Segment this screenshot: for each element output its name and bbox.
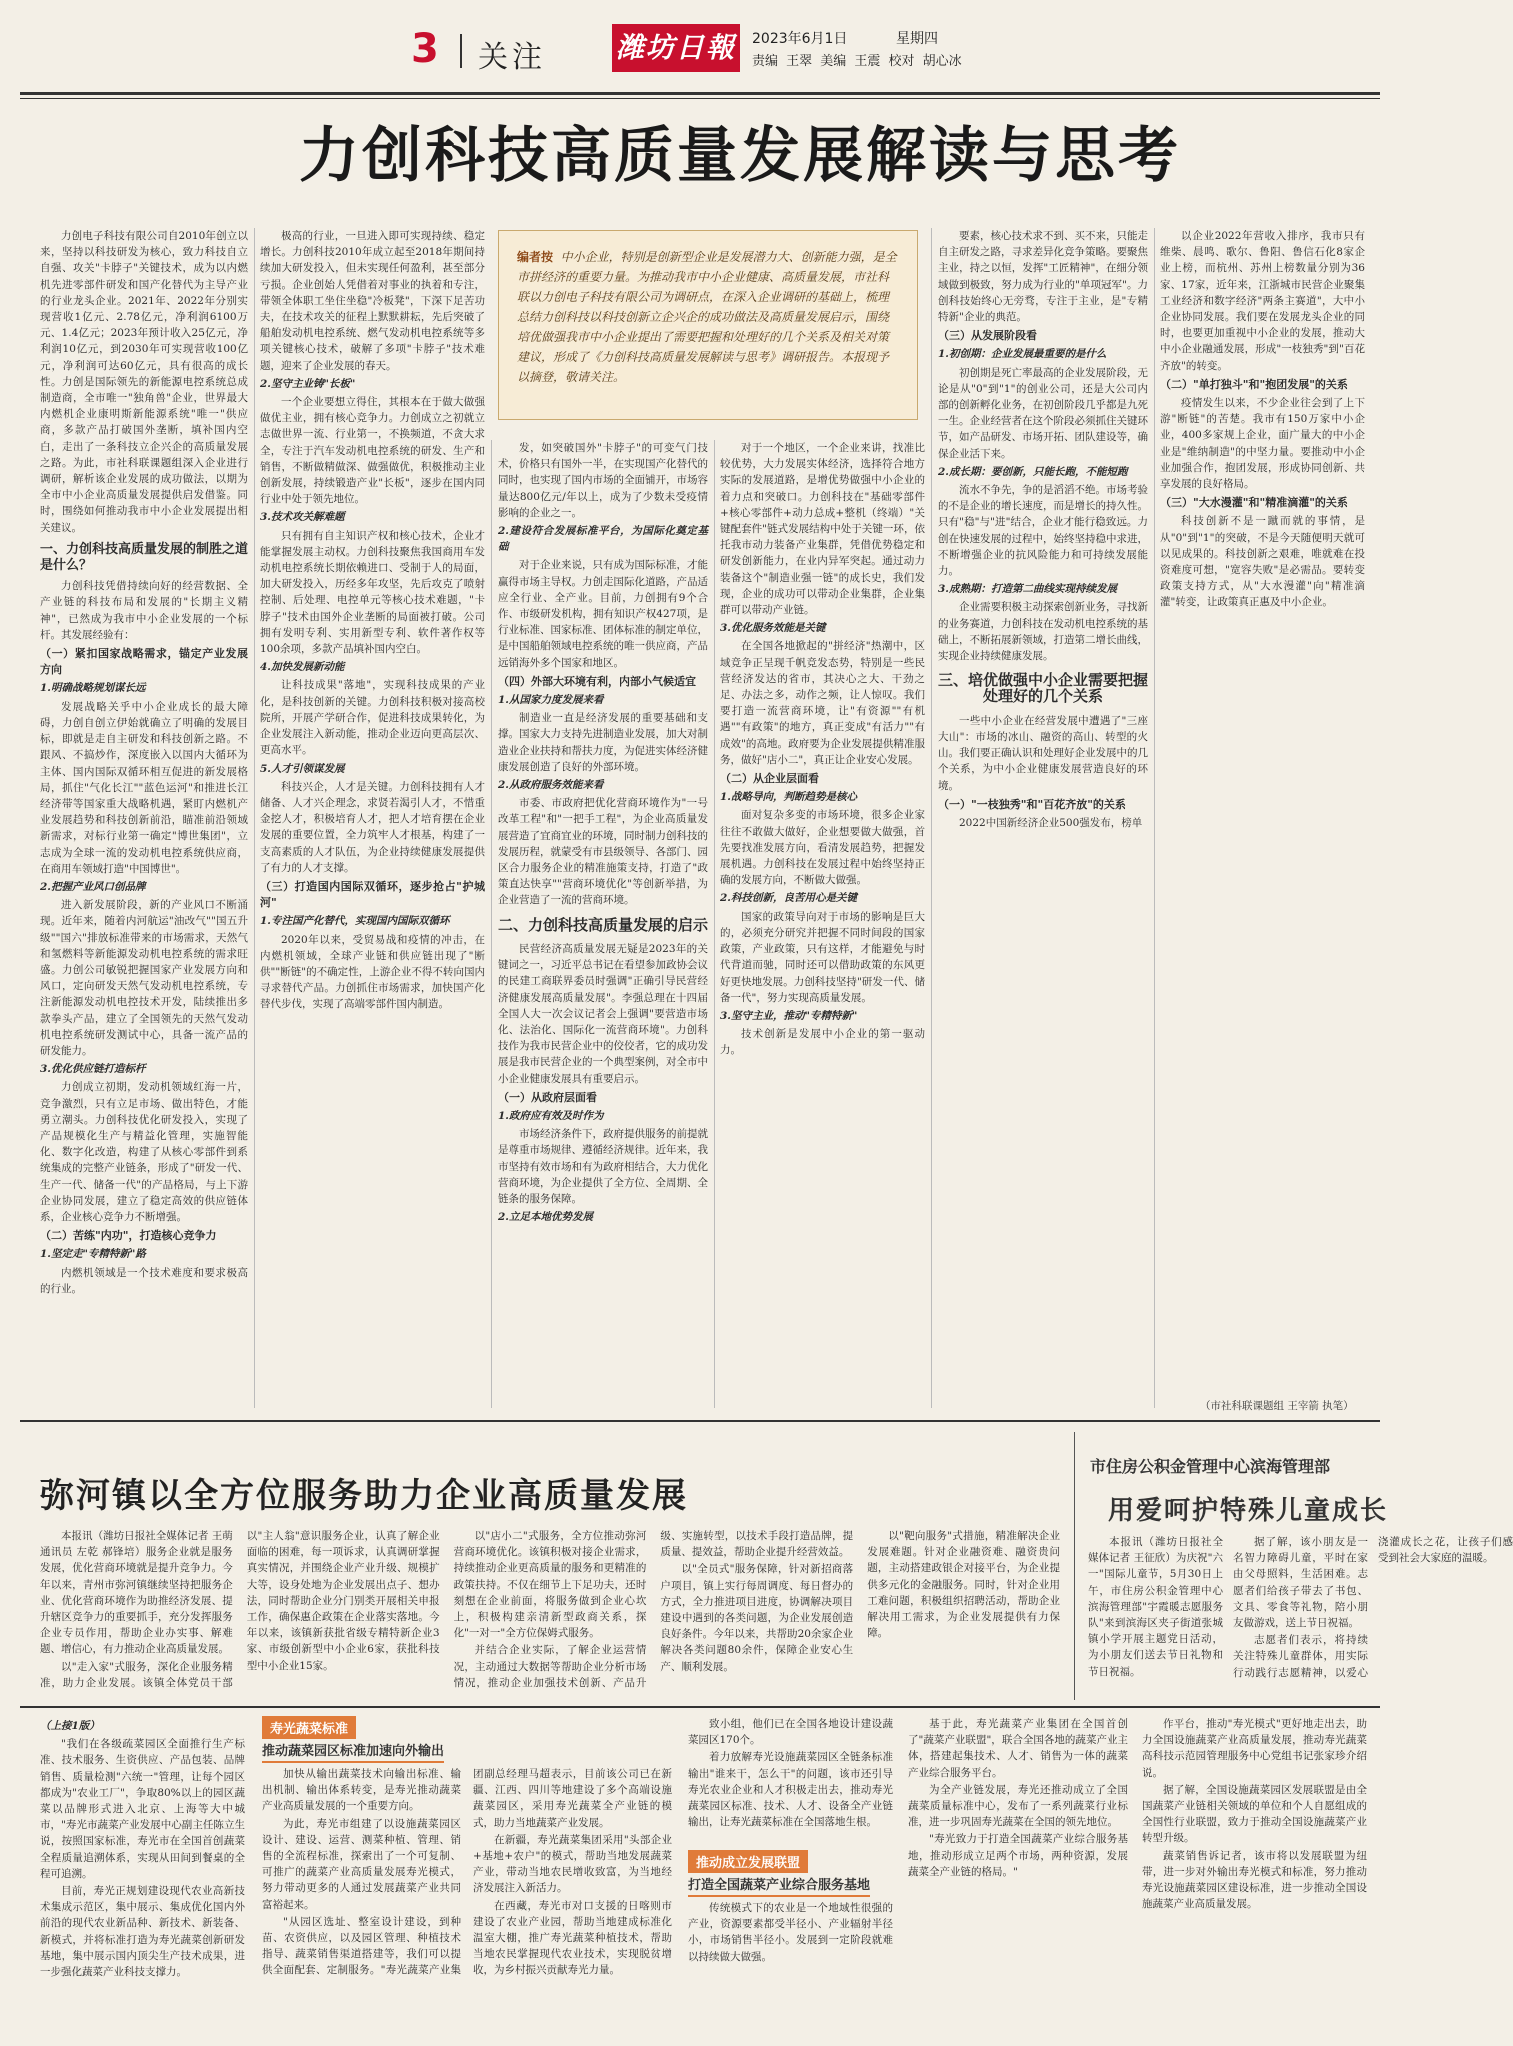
article-column-1	[40, 228, 248, 1408]
paragraph: 市场经济条件下，政府提供服务的前提就是尊重市场规律、遵循经济规律。近年来，我市坚持有效市场和有为政府相结合，大力优化营商环境，为企业提供了全方位、全周期、全链条的服务保障。	[498, 1128, 708, 1205]
continued-label: （上接1版）	[40, 1720, 100, 1732]
paragraph: 力创科技凭借持续向好的经营数据、全产业链的科技布局和发展的"长期主义精神"，已然成为我市中小企业发展的一个标杆。其发展经验有：	[40, 580, 248, 641]
paragraph	[40, 1528, 233, 1658]
point-heading: 4.加快发展新动能	[260, 661, 345, 674]
paragraph: 以企业2022年营收入排序，我市只有维柴、晨鸣、歌尔、鲁阳、鲁信石化8家企业上榜，而杭州、苏州上榜数量分别为36家、17家，近年来，江浙城市民营企业聚集工业经济和数字经济"两条主赛道"，大中小企业协同发展。我们要在发展龙头企业的同时，也要更加重视中小企业的发展，推动大中小企业融通发展，形成"一枝独秀"到"百花齐放"的转变。	[1160, 230, 1365, 372]
point-heading: 2.立足本地优势发展	[498, 1211, 593, 1224]
point-heading: 3.技术攻关解难题	[260, 511, 345, 524]
paragraph: 内燃机领域是一个技术难度和要求极高的行业。	[40, 1266, 248, 1295]
article4-column-2	[262, 1766, 672, 2031]
issue-weekday: 星期四	[896, 31, 938, 47]
article-column-5	[938, 228, 1148, 1408]
editor-note-label: 编者按	[517, 250, 554, 264]
header-rule-thin	[20, 98, 1380, 99]
subsection-heading: （三）"大水漫灌"和"精准滴灌"的关系	[1160, 496, 1348, 510]
subsection-heading: （二）苦练"内功"，打造核心竞争力	[40, 1229, 217, 1243]
article4-tag-2-subtitle: 打造全国蔬菜产业综合服务基地	[688, 1874, 870, 1897]
paragraph: 民营经济高质量发展无疑是2023年的关键词之一，习近平总书记在看望参加政协会议的民建工商联界委员时强调"正确引导民营经济健康发展高质量发展"。李强总理在十四届全国人大一次会议记者会上强调"要营造市场化、法治化、国际化一流营商环境"。力创科技作为我市民营企业中的佼佼者，它的成功发展是我市民营企业的一个典型案例，对全市中小企业健康发展具有重要启示。	[498, 942, 708, 1085]
paragraph: 2020年以来，受贸易战和疫情的冲击，在内燃机领域，全球产业链和供应链出现了"断供""断链"的不确定性，上游企业不得不转向国内寻求替代产品。力创抓住市场需求，加快国产化替代步伐，实现了高端零部件国内制造。	[260, 933, 485, 1011]
paragraph: 为全产业链发展，寿光还推动成立了全国蔬菜质量标准中心，发布了一系列蔬菜行业标准，进一步巩固寿光蔬菜在全国的领先地位。	[908, 1783, 1128, 1829]
point-heading: 3.成熟期：打造第二曲线实现持续发展	[938, 583, 1117, 596]
page-number: 3	[411, 26, 439, 72]
article3-byline: 本报讯（潍坊日报社全媒体记者 王征欣）	[1088, 1536, 1223, 1565]
header-rule	[20, 92, 1380, 95]
paragraph: 只有拥有自主知识产权和核心技术，企业才能掌握发展主动权。力创科技聚焦我国商用车发动机电控系统长期依赖进口、受制于人的局面，加大研发投入，历经多年攻坚，先后攻克了喷射控制、后处理、电控单元等核心技术难题，"卡脖子"技术由国外企业垄断的局面被打破。公司拥有发明专利、实用新型专利、软件著作权等100余项，多款产品填补国内空白。	[260, 529, 485, 656]
article3-body	[1088, 1534, 1513, 1700]
article2-lead: 服务企业就是服务发展，优化营商环境就是提升竞争力。今年以来，青州市弥河镇继续坚持把服务企业、优化营商环境作为助推经济发展、提升辖区竞争力的重要抓手，充分发挥服务企业专员作用，帮助企业办实事、解难题、增信心，有力推动企业高质量发展。	[40, 1546, 233, 1656]
point-heading: 5.人才引领谋发展	[260, 762, 345, 775]
point-heading: 2.坚守主业铸"长板"	[260, 377, 356, 390]
section-heading: 三、培优做强中小企业需要把握处理好的几个关系	[938, 671, 1149, 706]
article2-title: 弥河镇以全方位服务助力企业高质量发展	[40, 1476, 688, 1516]
paragraph: 以"走入家"式服务，深化企业服务精准，助力企业发展。该镇全体党员干部以"主人翁"意识服务企业，认真了解企业面临的困难，每一项诉求，认真调研掌握真实情况，并围绕企业产业升级、规模扩大等，设身处地为企业发展出点子、想办法，同时帮助企业分门别类开展相关申报工作，确保惠企政策在企业落实落地。今年以来，该镇新获批省级专精特新企业3家、市级创新型中小企业6家，获批科技型中小企业15家。	[40, 1530, 440, 1689]
editor-note	[517, 247, 899, 387]
point-heading: 3.优化供应链打造标杆	[40, 1063, 146, 1076]
article4-column-3b	[688, 1900, 893, 2031]
paragraph: 加快从输出蔬菜技术向输出标准、输出机制、输出体系转变，是寿光推动蔬菜产业高质量发展的一个重要方向。	[262, 1768, 461, 1813]
paragraph: 基于此，寿光蔬菜产业集团在全国首创了"蔬菜产业联盟"，联合全国各地的蔬菜产业主体，搭建起集技术、人才、销售为一体的蔬菜产业综合服务平台。	[908, 1718, 1128, 1779]
paragraph: 发展战略关乎中小企业成长的最大障碍，力创自创立伊始就确立了明确的发展目标，即就是走自主研发和科技创新之路。不跟风、不搞炒作，深度嵌入以国内大循环为主体、国内国际双循环相互促进的新发展格局，抓住"气化长江""蓝色运河"和推进长江经济带等国家重大战略机遇，紧盯内燃机产业发展趋势和科技创新前沿，瞄准前沿领域新需求，对标行业第一确定"博世集团"，立志成为全球一流的发动机电控系统供应商，在商用车领域打造"中国博世"。	[40, 700, 248, 875]
point-heading: 2.把握产业风口创品牌	[40, 880, 146, 893]
editor-note-box	[498, 230, 918, 420]
section-separator	[20, 1706, 1380, 1708]
paragraph: 企业需要积极主动探索创新业务，寻找新的业务赛道，力创科技在发动机电控系统的基础上，不断拓展新领域，打造第二增长曲线，实现企业持续健康发展。	[938, 601, 1148, 663]
article3-title: 用爱呵护特殊儿童成长	[1108, 1496, 1389, 1526]
paragraph: 2022中国新经济企业500强发布，榜单	[959, 816, 1143, 829]
column-divider	[1154, 228, 1155, 1408]
point-heading: 1.从国家力度发展来看	[498, 694, 604, 707]
point-heading: 2.成长期：要创新，只能长跑，不能短跑	[938, 465, 1128, 478]
subsection-heading: （一）紧扣国家战略需求，锚定产业发展方向	[40, 647, 248, 677]
column-divider	[491, 440, 492, 1408]
paragraph: 并结合企业实际，了解企业运营情况，主动通过大数据等帮助企业分析市场情况，推动企业加强技术创新、产品升级、实施转型，以技术手段打造品牌，提质量、提效益，帮助企业提升经营效益。	[453, 1530, 854, 1689]
paragraph: 一个企业要想立得住，其根本在于做大做强做优主业，拥有核心竞争力。力创成立之初就立志做世界一流、行业第一，不换频道，不贪大求全，专注于汽车发动机电控系统的研发、生产和销售，不断做精做深、做强做优，积极推动主业创新发展，持续锻造产业"长板"，逐步在国内同行业中处于领先地位。	[260, 396, 485, 506]
point-heading: 2.建设符合发展标准平台，为国际化奠定基础	[498, 525, 708, 554]
article4-tag-2: 推动成立发展联盟	[688, 1850, 808, 1873]
point-heading: 2.从政府服务效能来看	[498, 779, 604, 792]
point-heading: 1.战略导向，判断趋势是核心	[720, 791, 857, 804]
subsection-heading: （一）从政府层面看	[498, 1090, 597, 1104]
section-separator	[20, 1420, 1380, 1422]
paragraph: 以"全员式"服务保障，针对新招商落户项目，镇上实行每周调度、每日督办的方式，全力推进项目进度，协调解决项目建设中遇到的各类问题，为企业发展创造良好条件。今年以来，共帮助20余家企业解决各类问题80余件，保障企业安心生产、顺利发展。	[660, 1563, 854, 1673]
main-article-title: 力创科技高质量发展解读与思考	[299, 121, 1181, 191]
header-divider	[460, 34, 462, 68]
paragraph: 国家的政策导向对于市场的影响是巨大的，必须充分研究并把握不同时间段的国家政策，产业政策，只有这样，才能避免与时代背道而驰，同时还可以借助政策的东风更好更快地发展。力创科技坚持"研发一代、储备一代"，努力实现高质量发展。	[720, 910, 925, 1004]
paragraph: 疫情发生以来，不少企业往会到了上下游"断链"的苦楚。我市有150万家中小企业，400多家规上企业，面广量大的中小企业是"维纳制造"的中坚力量。要推动中小企业加强合作，抱团发展，形成协同创新、共享发展的良好格局。	[1160, 397, 1365, 491]
point-heading: 1.政府应有效及时作为	[498, 1109, 604, 1122]
paragraph: 作平台，推动"寿光模式"更好地走出去，助力全国设施蔬菜产业高质量发展，推动寿光蔬菜高科技示范园管理服务中心党组书记张家珍介绍说。	[1142, 1718, 1367, 1779]
newspaper-logo: 潍坊日報	[612, 24, 740, 72]
issue-date: 2023年6月1日	[752, 31, 848, 47]
point-heading: 1.初创期：企业发展最重要的是什么	[938, 348, 1107, 361]
paragraph: 志愿者们表示，将持续关注特殊儿童群体，用实际行动践行志愿精神，以爱心浇灌成长之花，让孩子们感受到社会大家庭的温暖。	[1233, 1536, 1513, 1679]
subsection-heading: （三）从发展阶段看	[938, 329, 1037, 343]
point-heading: 3.坚守主业，推动"专精特新"	[720, 1009, 858, 1022]
subsection-heading: （二）从企业层面看	[720, 772, 819, 786]
article-credit: （市社科联课题组 王宰箭 执笔）	[1200, 1400, 1354, 1412]
paragraph: 蔬菜销售诉记者，该市将以发展联盟为纽带，进一步对外输出寿光模式和标准，努力推动寿光设施蔬菜园区建设标准，进一步推动全国设施蔬菜产业高质量发展。	[1142, 1849, 1367, 1911]
point-heading: 1.明确战略规划谋长远	[40, 682, 146, 695]
subsection-heading: （三）打造国内国际双循环，逐步抢占"护城河"	[260, 879, 485, 910]
point-heading: 1.专注国产化替代，实现国内国际双循环	[260, 915, 450, 928]
paragraph: 制造业一直是经济发展的重要基础和支撑。国家大力支持先进制造业发展，加大对制造业企业扶持和帮扶力度，为促进实体经济健康发展创造了良好的外部环境。	[498, 712, 708, 773]
paragraph: 面对复杂多变的市场环境，很多企业家往往不敢做大做好，企业想要做大做强，首先要找准发展方向，看清发展趋势，把握发展机遇。力创科技在发展过程中始终坚持正确的发展方向，不断做大做强。	[720, 809, 925, 887]
article3-pretitle: 市住房公积金管理中心滨海管理部	[1090, 1457, 1331, 1476]
paragraph: 据了解，全国设施蔬菜园区发展联盟是由全国蔬菜产业链相关领域的单位和个人自愿组成的全国性行业联盟，致力于推动全国设施蔬菜产业转型升级。	[1142, 1783, 1367, 1845]
paragraph: 进入新发展阶段，新的产业风口不断涌现。近年来，随着内河航运"油改气""国五升级""国六"排放标准带来的市场需求，天然气和氢燃料等新能源发动机电控系统的需求旺盛。力创公司敏锐把握国家产业发展方向和风口，定向研发天然气发动机电控系统，专注新能源发动机电控技术开发，陆续推出多款拳头产品，建立了全国领先的天然气发动机电控系统研发测试中心，具备一流产品的研发能力。	[40, 899, 248, 1057]
article2-body	[40, 1528, 1060, 1700]
paragraph: 据了解，该小朋友是一名智力障碍儿童，平时在家由父母照料，生活困难。志愿者们给孩子带去了书包、文具、零食等礼物，陪小朋友做游戏，送上节日祝福。	[1233, 1536, 1368, 1630]
paragraph: 力创电子科技有限公司自2010年创立以来，坚持以科技研发为核心，致力科技自立自强、攻关"卡脖子"关键技术，成为以内燃机先进零部件研发和国产化替代为主导产业的行业龙头企业。2021年、2022年分别实现营收1亿元、2.78亿元，净利润6100万元、1.4亿元；2023年预计收入25亿元，净利润10亿元，到2030年可实现营收100亿元，净利润可达60亿元，具有很高的成长性。力创是国际领先的新能源电控系统总成制造商，全市唯一"独角兽"企业，世界最大内燃机企业康明斯新能源系统"唯一"供应商，多款产品打破国外垄断，填补国内空白，走出了一条科技立企兴企的高质量发展之路。为此，市社科联课题组深入企业进行调研，解析该企业发展的成功做法，以期为全市中小企业高质量发展提供启发借鉴。同时，围绕如何推动我市中小企业发展提出相关建议。	[40, 230, 248, 534]
paragraph: 目前，寿光正规划建设现代农业高新技术集成示范区，集中展示、集成优化国内外前沿的现代农业新品种、新技术、新装备、新模式，并将标准打造为寿光蔬菜创新研发基地，集中展示国内顶尖生产技术成果，进一步强化蔬菜产业科技支撑力。	[40, 1885, 245, 1979]
article4-column-3	[688, 1716, 893, 1846]
article4-tag-1: 寿光蔬菜标准	[262, 1716, 356, 1739]
article3-lead: 为庆祝"六一"国际儿童节，5月30日上午，市住房公积金管理中心滨海管理部"宇霞暖志愿服务队"来到滨海区夹子街道张城镇小学开展主题党日活动，为小朋友们送去节日礼物和节日祝福。	[1088, 1552, 1223, 1678]
point-heading: 3.优化服务效能是关键	[720, 622, 826, 635]
article4-column-1	[40, 1716, 245, 2031]
paragraph: 致小组，他们已在全国各地设计建设蔬菜园区170个。	[688, 1718, 893, 1747]
column-divider	[714, 440, 715, 1408]
section-heading: 二、力创科技高质量发展的启示	[498, 915, 709, 934]
point-heading: 1.坚定走"专精特新"路	[40, 1248, 146, 1261]
paragraph: "寿光致力于打造全国蔬菜产业综合服务基地，推动形成立足两个市场，两种资源，发展蔬菜全产业链的格局。"	[908, 1833, 1128, 1878]
paragraph: 科技兴企，人才是关键。力创科技拥有人才储备、人才兴企理念，求贤若渴引人才，不惜重金挖人才，积极培育人才，把人才培育摆在企业发展的重要位置，全力筑牢人才根基，构建了一支高素质的人才队伍，为企业持续健康发展提供了有力的人才支撑。	[260, 780, 485, 874]
page-header	[0, 22, 1401, 88]
paragraph: 发，如突破国外"卡脖子"的可变气门技术，价格只有国外一半，在实现国产化替代的同时，也实现了国内市场的全面铺开，市场容量达800亿元/年以上，成为了少数未受疫情影响的企业之一。	[498, 442, 708, 519]
paragraph: 极高的行业，一旦进入即可实现持续、稳定增长。力创科技2010年成立起至2018年期间持续加大研发投入，但未实现任何盈利，甚至部分亏损。企业创始人凭借着对事业的执着和专注，带领全体职工坐住坐稳"冷板凳"，下深下足苦功夫，在技术攻关的征程上默默耕耘，先后突破了船舶发动机电控系统、燃气发动机电控系统等多项关键核心技术，破解了多项"卡脖子"技术难题，迎来了企业发展的春天。	[260, 230, 485, 372]
paragraph: 以"靶向服务"式措施，精准解决企业发展难题。针对企业融资难、融资贵问题，主动搭建政银企对接平台，为企业提供多元化的金融服务。同时，针对企业用工难问题，积极组织招聘活动，帮助企业解决用工需求，为企业发展提供有力保障。	[867, 1530, 1060, 1640]
paragraph: 市委、市政府把优化营商环境作为"一号改革工程"和"一把手工程"，为企业高质量发展营造了宜商宜业的环境，同时制力创科技的发展历程，就蒙受有市县级领导、各部门、园区合力服务企业的精准施策支持，打造了"政策直达快享""营商环境优化"等创新举措，为企业营造了一流的营商环境。	[498, 797, 708, 907]
section-name: 关注	[478, 40, 546, 75]
article4-tag-1-subtitle: 推动蔬菜园区标准加速向外输出	[262, 1740, 444, 1763]
paragraph: 流水不争先，争的是滔滔不绝。市场考验的不是企业的增长速度，而是增长的持久性。只有"稳"与"进"结合，企业才能行稳致远。力创在快速发展的过程中，始终坚持稳中求进，不断增强企业的抗风险能力和可持续发展能力。	[938, 484, 1148, 578]
paragraph: 传统模式下的农业是一个地域性很强的产业，资源要素都受半径小、产业辐射半径小，市场销售半径小。发展到一定阶段就难以持续做大做强。	[688, 1902, 893, 1963]
paragraph: 为此，寿光市组建了以设施蔬菜园区设计、建设、运营、测菜种植、管理、销售的全流程标准，探索出了一个可复制、可推广的蔬菜产业高质量发展寿光模式，努力带动更多的人通过发展蔬菜产业共同富裕起来。	[262, 1817, 461, 1911]
subsection-heading: （四）外部大环境有利，内部小气候适宜	[498, 674, 696, 688]
paragraph: 对于一个地区，一个企业来讲，找准比较优势，大力发展实体经济，选择符合地方实际的发展道路，是增优势做强中小企业的着力点和突破口。力创科技在"基础零部件+核心零部件+动力总成+整机（终端）"关键配套件"链式发展结构中处于关键一环，依托我市动力装备产业集群，凭借优势稳定和研发创新能力，在业内异军突起。通过动力装备这个"制造业强一链"的成长史，我们发现，企业的成功可以带动企业集群，企业集群可以带动产业链。	[720, 442, 925, 617]
article4-column-4	[908, 1716, 1128, 2031]
editor-note-text: 中小企业，特别是创新型企业是发展潜力大、创新能力强，是全市拼经济的重要力量。为推动我市中小企业健康、高质量发展，市社科联以力创电子科技有限公司为调研点，在深入企业调研的基础上，梳理总结力创科技以科技创新立企兴企的成功做法及高质量发展启示，围绕培优做强我市中小企业提出了需要把握和处理好的几个关系及相关对策建议，形成了《力创科技高质量发展解读与思考》调研报告。本报现予以摘登，敬请关注。	[517, 250, 897, 384]
article-column-2	[260, 228, 485, 1408]
subsection-heading: （二）"单打独斗"和"抱团发展"的关系	[1160, 377, 1348, 391]
paragraph: 在新疆，寿光蔬菜集团采用"头部企业+基地+农户"的模式，帮助当地发展蔬菜产业，带动当地农民增收致富，为当地经济发展注入新活力。	[473, 1833, 672, 1895]
paragraph: "我们在各级疏菜园区全面推行生产标准、技术服务、生资供应、产品包装、品牌销售、质量检测"六统一"管理，让每个园区都成为"农业工厂"，争取80%以上的园区蔬菜以品牌形式进入北京、上海等大中城市，"寿光市蔬菜产业发展中心副主任陈立生说，按照国家标准，寿光市在全国首创蔬菜全程质量追溯体系，实现从田间到餐桌的全程可追溯。	[40, 1738, 245, 1880]
paragraph: 在西藏，寿光市对口支援的日喀则市建设了农业产业园，帮助当地建成标准化温室大棚，推广寿光蔬菜种植技术，帮助当地农民掌握现代农业技术，实现脱贫增收，为乡村振兴贡献寿光力量。	[473, 1899, 672, 1977]
article4-column-5	[1142, 1716, 1367, 2031]
paragraph: 对于企业来说，只有成为国际标准，才能赢得市场主导权。力创走国际化道路，产品适应全行业、全产业。目前，力创拥有9个合作、市级研发机构，拥有知识产权427项，是行业标准、国家标准、团体标准的制定单位，是中国船舶领域电控系统的唯一供应商，产品远销海外多个国家和地区。	[498, 559, 708, 669]
paragraph: 以"店小二"式服务，全方位推动弥河营商环境优化。该镇积极对接企业需求，持续推动企业更高质量的服务和更精准的政策扶持。不仅在细节上下足功夫，还时刻想在企业前面，将服务做到企业心坎上，积极构建亲清新型政商关系，探化"一对一"全方位保姆式服务。	[453, 1530, 647, 1640]
paragraph: 力创成立初期，发动机领域红海一片，竞争激烈，只有立足市场、做出特色，才能勇立潮头。力创科技优化研发投入，实现了产品规模化生产与精益化管理，实施智能化、数字化改造，构建了从核心零部件到系统集成的完整产业链条，形成了"研发一代、生产一代、储备一代"的产品格局，与上下游企业协同发展，建立了稳定高效的供应链体系，企业核心竞争力不断增强。	[40, 1081, 248, 1223]
point-heading: 2.科技创新，良苦用心是关键	[720, 892, 857, 905]
column-divider	[254, 228, 255, 1408]
subsection-heading: （一）"一枝独秀"和"百花齐放"的关系	[938, 797, 1126, 811]
paragraph	[1088, 1534, 1223, 1680]
column-divider	[931, 228, 932, 1408]
paragraph: 着力放解寿光设施蔬菜园区全链条标准输出"谁来干，怎么干"的问题，该市还引导寿光农业企业和人才积极走出去，推动寿光蔬菜园区标准、技术、人才、设备全产业链输出，让寿光蔬菜标准在全国落地生根。	[688, 1751, 893, 1829]
article2-byline: 本报讯（潍坊日报社全媒体记者 王萌 通讯员 左乾 郝锋培）	[40, 1530, 233, 1559]
section-heading: 一、力创科技高质量发展的制胜之道是什么？	[40, 541, 249, 574]
paragraph: 要素，核心技术求不到、买不来，只能走自主研发之路，寻求差异化竞争策略。要聚焦主业，持之以恒，发挥"工匠精神"，在细分领域做到极致，努力成为行业的"单项冠军"。力创科技始终心无旁骛，专注于主业，是"专精特新"企业的典范。	[938, 230, 1148, 324]
paragraph: 初创期是死亡率最高的企业发展阶段，无论是从"0"到"1"的创业公司，还是大公司内部的创新孵化业务，在初创阶段几乎都是九死一生。企业经营者在这个阶段必须抓住关键环节，如产品研发、市场开拓、团队建设等，确保企业活下来。	[938, 366, 1148, 460]
paragraph: 科技创新不是一蹴而就的事情，是从"0"到"1"的突破，不是今天随便明天就可以见成果的。科技创新之艰难，唯就难在投资难度可想，"宽容失败"是必需品。要转变政策支持方式，从"大水漫灌"向"精准滴灌"转变，让政策真正惠及中小企业。	[1160, 515, 1365, 609]
paragraph: 一些中小企业在经营发展中遭遇了"三座大山"：市场的冰山、融资的高山、转型的火山。我们要正确认识和处理好企业发展中的几个关系，为中小企业健康发展营造良好的环境。	[938, 714, 1148, 792]
paragraph: 让科技成果"落地"，实现科技成果的产业化，是科技创新的关键。力创科技积极对接高校院所，开展产学研合作，促进科技成果转化，为企业发展注入新动能，推动企业迈向更高层次、更高水平。	[260, 679, 485, 757]
editors-line: 责编 王翠 美编 王震 校对 胡心冰	[752, 54, 962, 69]
article-column-6	[1160, 228, 1365, 1393]
paragraph: 技术创新是发展中小企业的第一驱动力。	[720, 1028, 925, 1057]
article-column-3	[498, 440, 708, 1408]
column-divider	[1074, 1432, 1075, 1700]
article-column-4	[720, 440, 925, 1408]
paragraph: 在全国各地掀起的"拼经济"热潮中，区域竞争正呈现千帆竞发态势，特别是一些民营经济发达的省市，其决心之大、干劲之足、办法之多，动作之频，让人惊叹。我们要打造一流营商环境，让"有资源""有机遇""有政策"的地方，真正变成"有活力""有成效"的高地。政府要为企业发展提供精准服务，做好"店小二"，真正让企业安心发展。	[720, 640, 925, 766]
paragraph: "从园区选址、整室设计建设，到种苗、农资供应，以及园区管理、种植技术指导、蔬菜销售渠道搭建等，我们可以提供全面配套、定制服务。"寿光蔬菜产业集团副总经理马超表示，目前该公司已在新疆、江西、四川等地建设了多个高端设施蔬菜园区，采用寿光蔬菜全产业链的模式，助力当地蔬菜产业发展。	[262, 1768, 672, 1977]
